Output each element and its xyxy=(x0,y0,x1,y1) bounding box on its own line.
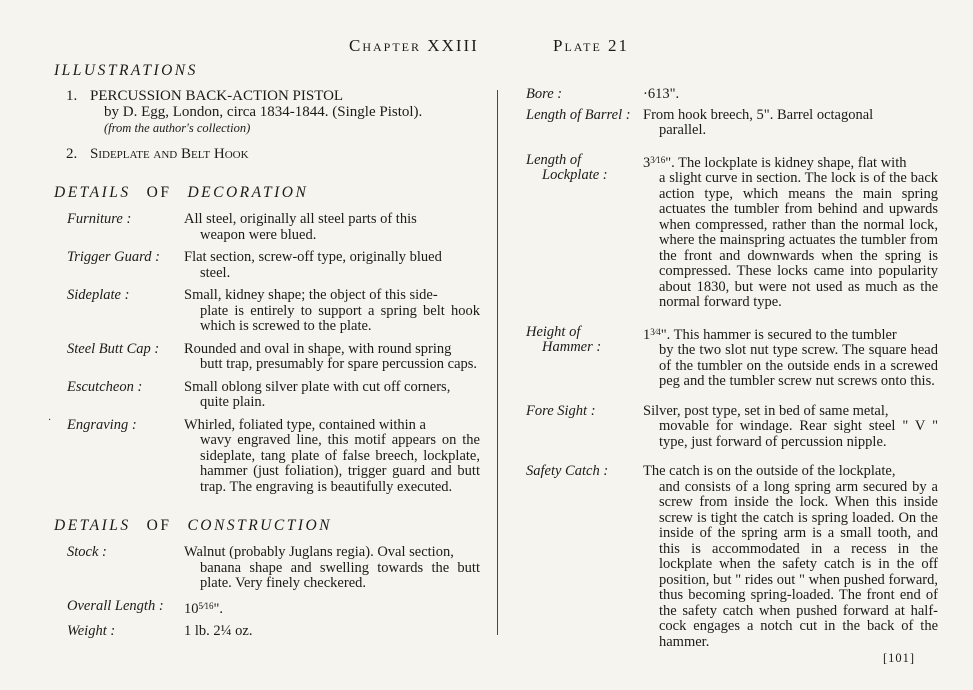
entry-label: Stock : xyxy=(67,544,107,560)
entry-label: Weight : xyxy=(67,623,116,639)
entry-continuation: quite plain. xyxy=(200,394,266,410)
fraction-num: 3 xyxy=(650,326,655,337)
detail-entry xyxy=(54,250,480,281)
page-number: [101] xyxy=(883,651,916,665)
detail-entry xyxy=(526,153,938,311)
entry-continuation: movable for windage. Rear sight steel " V " type, just forward of percussion nipple. xyxy=(659,418,938,450)
entry-continuation: weapon were blued. xyxy=(200,226,317,243)
entry-first-line: Flat section, screw-off type, originally blued xyxy=(184,249,442,265)
entry-text: 1 lb. 2¼ oz. xyxy=(184,623,253,639)
entry-first-line: Whirled, foliated type, contained within a xyxy=(184,416,426,433)
entry-text xyxy=(184,418,480,496)
label-line: Height of xyxy=(526,323,581,340)
entry-continuation: by the two slot nut type screw. The square head of the tumbler on the outside ends in a screwed peg and the tumbler screw nut screws onto this. xyxy=(659,342,938,389)
entry-text xyxy=(643,464,938,650)
construction-heading xyxy=(54,517,480,535)
entry-text xyxy=(643,325,938,390)
entry-text xyxy=(643,153,938,311)
entry-continuation: parallel. xyxy=(659,122,707,138)
detail-entry xyxy=(526,325,938,390)
heading-word: CONSTRUCTION xyxy=(187,517,333,534)
entry-text xyxy=(184,599,480,618)
entry-continuation: a slight curve in section. The lock is of the back action type, which means the main spring actuates the tumbler from behind and upwards when compressed, rather than the normal lock, where the mainspring actuates the tumbler from the front and downwards when the spring is compressed. These locks came into popularity about 1830, but were not used as much as the normal forward type. xyxy=(659,170,938,310)
entry-first-line: From hook breech, 5". Barrel octagonal xyxy=(643,106,874,123)
detail-entry xyxy=(526,108,938,139)
label-line: Length of xyxy=(526,151,582,168)
entry-label: Trigger Guard : xyxy=(67,249,160,265)
detail-entry xyxy=(526,87,938,103)
fraction: 3⁄4 xyxy=(650,326,661,337)
decoration-heading xyxy=(54,184,480,202)
entry-text xyxy=(184,288,480,335)
entry-label: Length of Barrel : xyxy=(526,106,631,123)
heading-word: DECORATION xyxy=(187,184,309,201)
detail-entry xyxy=(54,599,480,618)
fraction: 3⁄16 xyxy=(650,154,666,165)
fraction-den: 16 xyxy=(204,600,214,611)
entry-text: ·613". xyxy=(643,86,680,102)
entry-first-line: Small, kidney shape; the object of this side- xyxy=(184,287,438,303)
heading-word: DETAILS xyxy=(54,517,131,534)
fraction-whole: 3 xyxy=(643,154,651,171)
entry-first-line: The catch is on the outside of the lockplate, xyxy=(643,463,896,479)
illustration-title: Sideplate and Belt Hook xyxy=(90,146,249,162)
chapter-heading: Chapter XXIII xyxy=(349,36,479,55)
entry-continuation: wavy engraved line, this motif appears on the sideplate, tang plate of false breech, lockplate, hammer (just foliation), trigger guard and butt trap. The engraving is beautifully executed. xyxy=(200,432,480,495)
entry-text xyxy=(643,108,938,139)
detail-entry xyxy=(54,624,480,640)
entry-continuation: steel. xyxy=(200,264,231,281)
entry-label: Overall Length : xyxy=(67,597,164,614)
heading-word: DETAILS xyxy=(54,184,131,201)
illustration-note: (from the author's collection) xyxy=(104,121,251,135)
illustration-item xyxy=(54,146,480,162)
entry-first-line: Small oblong silver plate with cut off corners, xyxy=(184,378,451,395)
entry-first-line: Silver, post type, set in bed of same metal, xyxy=(643,402,889,419)
fraction: 5⁄16 xyxy=(198,600,214,611)
entry-label: Sideplate : xyxy=(67,287,130,303)
entry-label xyxy=(526,325,643,390)
illustration-subtitle: by D. Egg, London, circa 1834-1844. (Single Pistol). xyxy=(104,104,423,120)
entry-label: Bore : xyxy=(526,86,563,102)
illustration-number: 2. xyxy=(66,146,78,162)
detail-entry xyxy=(54,212,480,243)
margin-mark: · xyxy=(48,415,52,426)
illustrations-list xyxy=(54,88,480,162)
detail-entry xyxy=(526,404,938,451)
right-column xyxy=(526,87,938,657)
fraction-whole: 10 xyxy=(184,600,199,617)
entry-text xyxy=(184,212,480,243)
entry-first-line: ". The lockplate is kidney shape, flat with xyxy=(665,154,907,171)
entry-label: Furniture : xyxy=(67,211,132,227)
detail-entry xyxy=(54,545,480,592)
entry-continuation: plate is entirely to support a spring belt hook which is screwed to the plate. xyxy=(200,302,480,334)
heading-word: OF xyxy=(146,517,172,534)
entry-text xyxy=(184,250,480,281)
entry-continuation: butt trap, presumably for spare percussion caps. xyxy=(200,356,478,372)
entry-text xyxy=(184,342,480,373)
plate-heading: Plate 21 xyxy=(553,36,630,55)
fraction-num: 3 xyxy=(650,154,655,165)
label-line: Hammer : xyxy=(542,339,602,355)
entry-label: Engraving : xyxy=(67,416,137,433)
left-column xyxy=(54,62,480,647)
label-line: Lockplate : xyxy=(542,167,608,183)
column-divider xyxy=(497,90,498,635)
entry-text xyxy=(184,380,480,411)
entry-first-line: All steel, originally all steel parts of this xyxy=(184,211,417,227)
entry-continuation: and consists of a long spring arm secured by a screw from inside the lock. When this inside screw is tight the catch is spring loaded. On the inside of the spring arm is a small tooth, and this is accommodated in a recess in the lockplate when the safety catch is in the off position, but " rides out " when pushed forward, thus becoming spring-loaded. The front end of the safety catch when pushed forward at half-cock engages a notch cut in the back of the hammer. xyxy=(659,478,938,650)
illustrations-heading: ILLUSTRATIONS xyxy=(54,62,198,79)
entry-continuation: banana shape and swelling towards the butt plate. Very finely checkered. xyxy=(200,559,480,591)
entry-label: Fore Sight : xyxy=(526,402,596,419)
illustration-item xyxy=(54,88,480,136)
detail-entry xyxy=(54,288,480,335)
entry-label: Escutcheon : xyxy=(67,378,143,395)
entry-text xyxy=(643,404,938,451)
fraction-num: 5 xyxy=(198,600,203,611)
entry-label: Safety Catch : xyxy=(526,463,609,479)
illustration-number: 1. xyxy=(66,88,78,104)
entry-label xyxy=(526,153,643,311)
detail-entry xyxy=(54,342,480,373)
illustration-title: PERCUSSION BACK-ACTION PISTOL xyxy=(90,88,344,104)
unit: ". xyxy=(213,600,224,617)
heading-word: OF xyxy=(146,184,172,201)
entry-first-line: Rounded and oval in shape, with round spring xyxy=(184,340,452,357)
detail-entry xyxy=(54,418,480,496)
fraction-den: 4 xyxy=(656,326,661,337)
entry-first-line: Walnut (probably Juglans regia). Oval section, xyxy=(184,544,454,560)
detail-entry xyxy=(54,380,480,411)
entry-first-line: ". This hammer is secured to the tumbler xyxy=(660,326,897,343)
fraction-den: 16 xyxy=(656,154,666,165)
detail-entry xyxy=(526,464,938,650)
fraction-whole: 1 xyxy=(643,326,651,343)
entry-text xyxy=(184,545,480,592)
entry-label: Steel Butt Cap : xyxy=(67,340,160,357)
